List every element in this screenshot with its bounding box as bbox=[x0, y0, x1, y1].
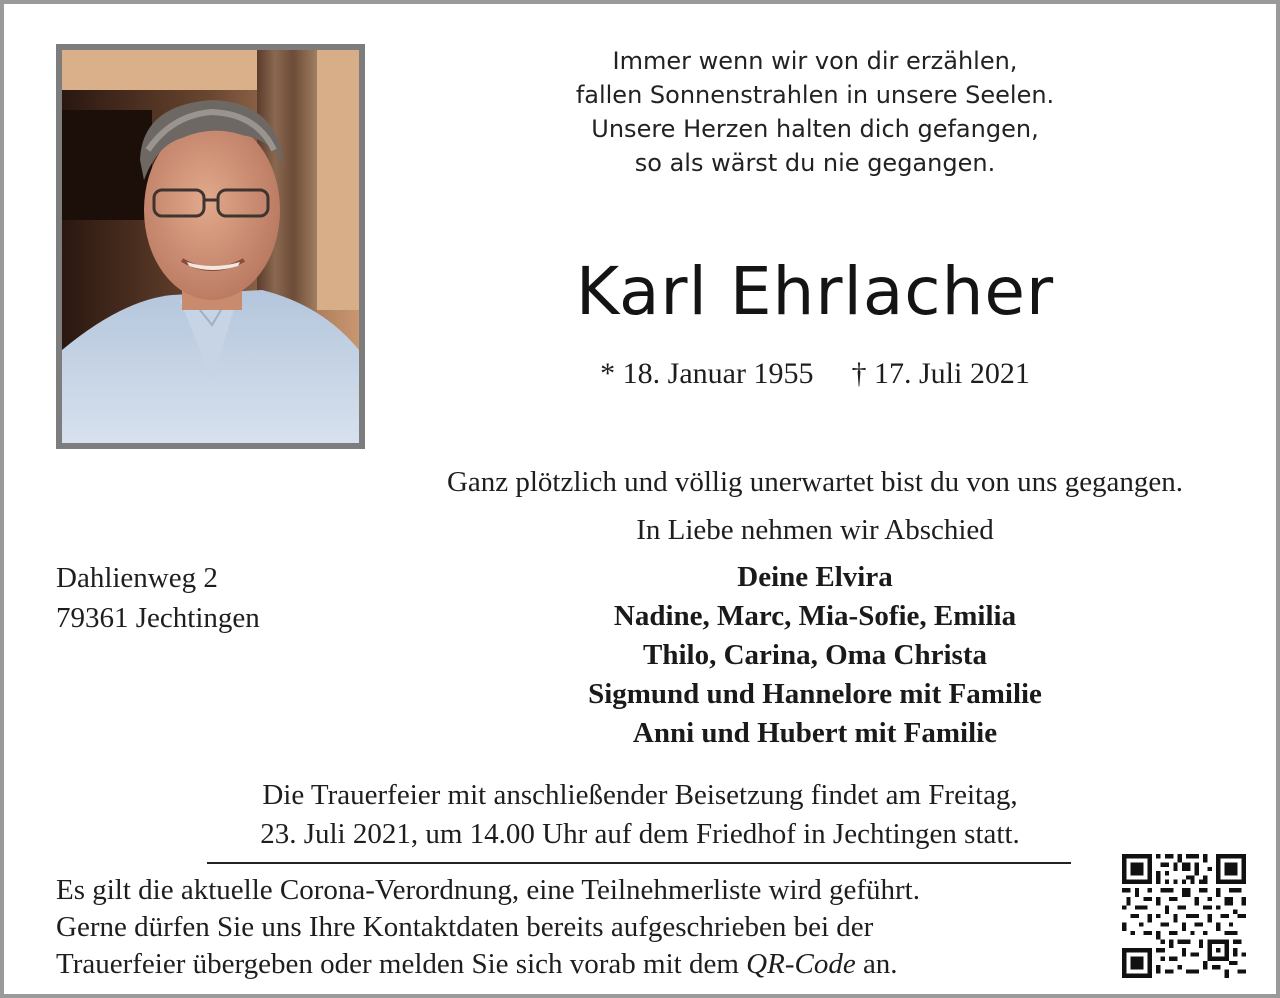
ceremony-info bbox=[190, 776, 1090, 854]
family-line: Thilo, Carina, Oma Christa bbox=[643, 639, 987, 671]
farewell-message: Ganz plötzlich und völlig unerwartet bist du von uns gegangen. bbox=[446, 466, 1184, 498]
address-street: Dahlienweg 2 bbox=[56, 562, 218, 594]
portrait-photo bbox=[56, 44, 365, 449]
corona-line: Gerne dürfen Sie uns Ihre Kontaktdaten bereits aufgeschrieben bei der bbox=[56, 911, 874, 943]
ceremony-line: Die Trauerfeier mit anschließender Beisetzung findet am Freitag, bbox=[262, 779, 1018, 811]
deceased-name: Karl Ehrlacher bbox=[575, 253, 1055, 330]
poem-line: Immer wenn wir von dir erzählen, bbox=[612, 47, 1018, 75]
family-names bbox=[470, 558, 1160, 753]
qr-code-reference: QR-Code bbox=[746, 948, 856, 980]
address-block bbox=[56, 558, 356, 638]
corona-line: Es gilt die aktuelle Corona-Verordnung, eine Teilnehmerliste wird geführt. bbox=[56, 874, 920, 906]
ceremony-line: 23. Juli 2021, um 14.00 Uhr auf dem Friedhof in Jechtingen statt. bbox=[260, 818, 1020, 850]
family-line: Sigmund und Hannelore mit Familie bbox=[588, 678, 1042, 710]
poem bbox=[470, 44, 1160, 180]
divider bbox=[207, 862, 1071, 864]
family-line: Deine Elvira bbox=[737, 561, 893, 593]
corona-line bbox=[56, 946, 1096, 983]
qr-code-icon[interactable] bbox=[1122, 854, 1246, 978]
corona-text: Trauerfeier übergeben oder melden Sie sich vorab mit dem bbox=[56, 948, 747, 980]
family-line: Anni und Hubert mit Familie bbox=[632, 717, 998, 749]
poem-line: fallen Sonnenstrahlen in unsere Seelen. bbox=[575, 81, 1055, 109]
corona-text: an. bbox=[855, 948, 898, 980]
address-city: 79361 Jechtingen bbox=[56, 602, 260, 634]
life-dates bbox=[470, 354, 1160, 394]
birth-date: * 18. Januar 1955 bbox=[600, 357, 814, 390]
death-date: † 17. Juli 2021 bbox=[851, 357, 1030, 390]
family-line: Nadine, Marc, Mia-Sofie, Emilia bbox=[613, 600, 1017, 632]
corona-notice bbox=[56, 872, 1096, 983]
farewell-subline: In Liebe nehmen wir Abschied bbox=[636, 514, 994, 546]
poem-line: so als wärst du nie gegangen. bbox=[634, 149, 996, 177]
poem-line: Unsere Herzen halten dich gefangen, bbox=[591, 115, 1039, 143]
